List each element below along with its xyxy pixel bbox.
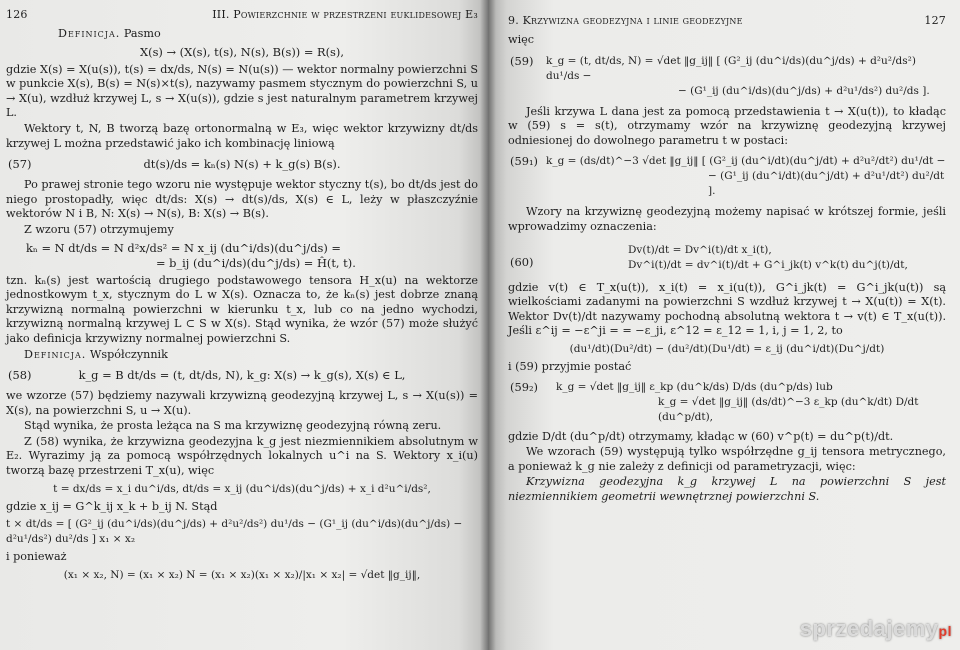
paragraph: i (59) przyjmie postać xyxy=(508,359,632,373)
definition-pasmo xyxy=(6,27,478,42)
book-gutter xyxy=(480,0,496,650)
watermark-suffix: pl xyxy=(938,623,952,639)
equation-59-2: (59₂) k_g = √det ‖g_ij‖ ε_kp (du^k/ds) D/ds (du^p/ds) lub k_g = √det ‖g_ij‖ (ds/dt)^−3 ε_kp (du^k/dt) D/dt (du^p/dt), xyxy=(510,379,919,423)
paragraph: Wektory t, N, B tworzą bazę ortonormalną w E₃, więc wektor krzywizny dt/ds krzywej L można przedstawić jako ich kombinację liniową xyxy=(6,121,478,150)
paragraph: Z (58) wynika, że krzywizna geodezyjna k_g jest niezmiennikiem absolutnym w E₂. Wyrazimy ją za pomocą współrzędnych lokalnych u^i na S. Wektory x_i(u) tworzą bazę przestrzeni T_x(u), więc xyxy=(6,434,478,478)
equation-60: (60) Dv(t)/dt = Dv^i(t)/dt x_i(t), Dv^i(t)/dt = dv^i(t)/dt + G^i_jk(t) v^k(t) du^j(t)/dt, xyxy=(510,243,908,271)
formula-pasmo: X(s) → (X(s), t(s), N(s), B(s)) = R(s), xyxy=(140,44,344,59)
paragraph: We wzorach (59) występują tylko współrzędne g_ij tensora metrycznego, a ponieważ k_g nie zależy z definicji od parametryzacji, więc: xyxy=(508,445,946,473)
definition-term: Pasmo xyxy=(123,27,161,40)
paragraph: Z wzoru (57) otrzymujemy xyxy=(24,222,174,236)
running-head: 9. Krzywizna geodezyjna i linie geodezyjne xyxy=(508,14,743,27)
left-page-header xyxy=(6,8,478,21)
paragraph: więc xyxy=(508,33,535,46)
formula-epsilon: (du¹/dt)(Du²/dt) − (du²/dt)(Du¹/dt) = ε_ij (du^i/dt)(Du^j/dt) xyxy=(569,342,885,355)
paragraph: gdzie x_ij = G^k_ij x_k + b_ij N. Stąd xyxy=(6,499,218,513)
definition-term: Współczynnik xyxy=(89,347,168,361)
equation-59: (59) k_g = (t, dt/ds, N) = √det ‖g_ij‖ [ (G²_ij (du^i/ds)(du^j/ds) + d²u²/ds²) du¹/ds − − (G¹_ij (du^i/ds)(du^j/ds) + d²u¹/ds²) du²/ds ]. xyxy=(510,53,930,97)
watermark-logo: sprzedajemypl xyxy=(799,616,952,641)
right-page xyxy=(488,0,960,650)
definition-label: Definicja. xyxy=(58,27,121,40)
definition-label: Definicja. xyxy=(24,347,87,361)
paragraph: Stąd wynika, że prosta leżąca na S ma krzywiznę geodezyjną równą zeru. xyxy=(24,419,442,433)
page-number: 127 xyxy=(924,14,946,27)
formula-t-cross: t × dt/ds = [ (G²_ij (du^i/ds)(du^j/ds) + d²u²/ds²) du¹/ds − (G¹_ij (du^i/ds)(du^j/ds) − d²u¹/ds²) du²/ds ] x₁ × x₂ xyxy=(6,518,463,546)
paragraph: Wzory na krzywiznę geodezyjną możemy napisać w krótszej formie, jeśli wprowadzimy oznaczenia: xyxy=(508,205,946,233)
equation-57: (57) dt(s)/ds = kₙ(s) N(s) + k_g(s) B(s). xyxy=(8,157,341,172)
definition-coefficient xyxy=(6,348,478,363)
formula-last: (x₁ × x₂, N) = (x₁ × x₂) N = (x₁ × x₂)(x₁ × x₂)/|x₁ × x₂| = √det ‖g_ij‖, xyxy=(63,568,421,581)
paragraph: i ponieważ xyxy=(6,550,67,564)
right-page-header xyxy=(508,14,946,27)
page-number: 126 xyxy=(6,8,28,21)
paragraph: gdzie D/dt (du^p/dt) otrzymamy, kładąc w (60) v^p(t) = du^p(t)/dt. xyxy=(508,429,894,443)
paragraph: we wzorze (57) będziemy nazywali krzywizną geodezyjną krzywej L, s → X(u(s)) = X(s), na powierzchni S, u → X(u). xyxy=(6,389,478,417)
paragraph: gdzie X(s) = X(u(s)), t(s) = dx/ds, N(s) = N(u(s)) — wektor normalny powierzchni S w punkcie X(s), B(s) = N(s)×t(s), nazywamy pasmem stycznym do powierzchni S, u → X(u), wzdłuż krzywej L, s → X(u(s)), gdzie s jest naturalnym parametrem krzywej L. xyxy=(6,62,478,120)
paragraph: Jeśli krzywa L dana jest za pomocą przedstawienia t → X(u(t)), to kładąc w (59) s = s(t), otrzymamy wzór na krzywiznę geodezyjną krzywej odniesionej do dowolnego parametru t w postaci: xyxy=(508,104,946,147)
theorem-statement: Krzywizna geodezyjna k_g krzywej L na powierzchni S jest niezmiennikiem geometrii wewnętrznej powierzchni S. xyxy=(508,475,946,503)
paragraph: gdzie v(t) ∈ T_x(u(t)), x_i(t) = x_i(u(t)), G^i_jk(t) = G^i_jk(u(t)) są wielkościami zadanymi na powierzchni S wzdłuż krzywej t → X(u(t)) = X(t). Wektor Dv(t)/dt nazywamy pochodną absolutną wektora t → v(t) ∈ T_x(u(t)). Jeśli ε^ij = −ε^ji = = −ε_ji, ε^12 = ε_12 = 1, i, j = 1, 2, to xyxy=(508,280,946,338)
formula-t: t = dx/ds = x_i du^i/ds, dt/ds = x_ij (du^i/ds)(du^j/ds) + x_i d²u^i/ds², xyxy=(53,482,431,495)
equation-58: (58) k_g = B dt/ds = (t, dt/ds, N), k_g: X(s) → k_g(s), X(s) ∈ L, xyxy=(8,368,406,383)
formula-kn: kₙ = N dt/ds = N d²x/ds² = N x_ij (du^i/ds)(du^j/ds) = = b_ij (du^i/ds)(du^j/ds) = Ĥ(t, t). xyxy=(26,240,356,270)
paragraph: tzn. kₙ(s) jest wartością drugiego podstawowego tensora H_x(u) na wektorze jednostkowym t_x, stycznym do L w X(s). Oznacza to, że kₙ(s) jest dobrze znaną krzywizną normalną powierzchni w kierunku t_x, lub co na jedno wychodzi, krzywizną normalną krzywej L ⊂ S w X(s). Stąd wynika, że wzór (57) może służyć jako definicja krzywizny normalnej powierzchni S. xyxy=(6,273,478,345)
running-head: III. Powierzchnie w przestrzeni euklidesowej E₃ xyxy=(212,8,478,21)
paragraph: Po prawej stronie tego wzoru nie występuje wektor styczny t(s), bo dt/ds jest do niego prostopadły, więc dt/ds: X(s) → dt(s)/ds, X(s) ∈ L, leży w płaszczyźnie wektorów N i B, N: X(s) → N(s), B: X(s) → B(s). xyxy=(6,178,478,221)
equation-59-1: (59₁) k_g = (ds/dt)^−3 √det ‖g_ij‖ [ (G²_ij (du^i/dt)(du^j/dt) + d²u²/dt²) du¹/dt − − (G¹_ij (du^i/dt)(du^j/dt) + d²u¹/dt²) du²/dt ]. xyxy=(510,154,946,198)
